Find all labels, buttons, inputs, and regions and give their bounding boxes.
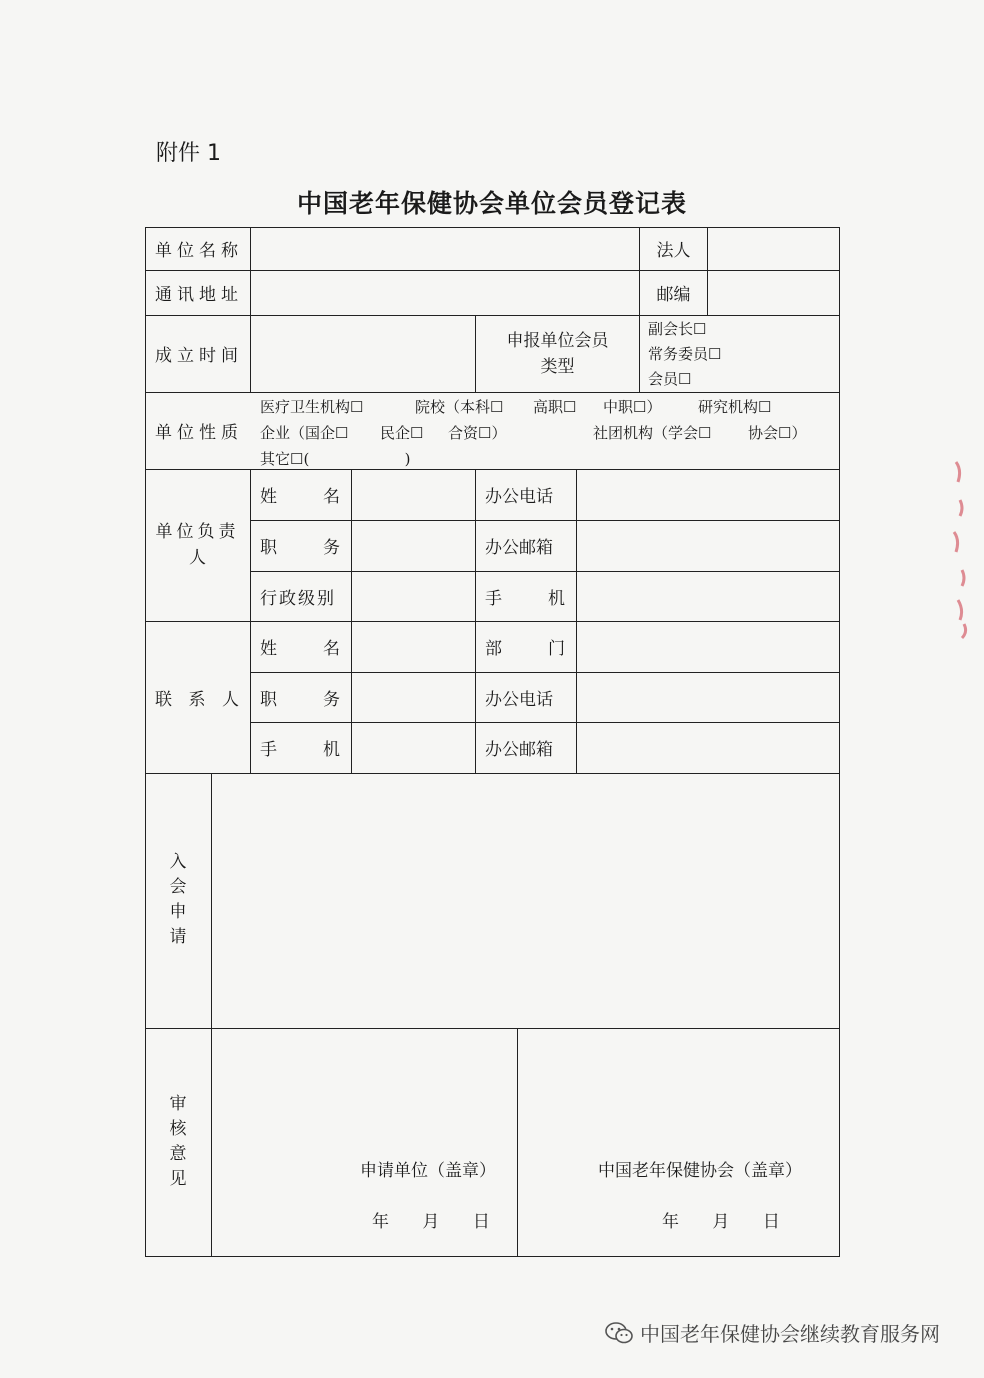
leader-office-phone-label: 办公电话 xyxy=(485,487,553,507)
founded-field[interactable] xyxy=(251,316,474,392)
leader-office-email-label: 办公邮箱 xyxy=(485,538,553,558)
leader-admin-level-label: 行政级别 xyxy=(260,588,336,609)
application-label: 入 会 申 请 xyxy=(169,852,187,947)
option-vocational-mid[interactable]: 中职☐） xyxy=(603,398,662,416)
option-association[interactable]: 协会☐） xyxy=(748,424,807,442)
contact-name-label: 姓 名 xyxy=(260,639,340,659)
option-vocational-high[interactable]: 高职☐ xyxy=(533,398,577,416)
review-label: 审 核 意 见 xyxy=(169,1094,187,1189)
contact-position-label: 职 务 xyxy=(260,689,340,710)
association-seal-label: 中国老年保健协会（盖章） xyxy=(598,1161,802,1181)
unit-nature-label: 单位性质 xyxy=(155,423,243,443)
leader-admin-level-field[interactable] xyxy=(352,572,475,621)
unit-nature-options[interactable] xyxy=(260,394,835,472)
contact-department-label: 部 门 xyxy=(485,639,565,659)
unit-name-field[interactable] xyxy=(251,228,638,270)
association-date: 年 月 日 xyxy=(662,1212,780,1232)
option-joint-venture[interactable]: 合资☐） xyxy=(448,424,507,442)
postcode-field[interactable] xyxy=(708,271,839,315)
contact-mobile-label: 手 机 xyxy=(260,740,340,760)
leader-mobile-label: 手 机 xyxy=(485,588,565,609)
leader-position-label: 职 务 xyxy=(260,538,340,558)
applicant-seal-label: 申请单位（盖章） xyxy=(360,1161,496,1181)
seal-fragment-icon xyxy=(948,460,972,640)
leader-name-field[interactable] xyxy=(352,470,475,520)
leader-mobile-field[interactable] xyxy=(577,572,839,621)
contact-mobile-field[interactable] xyxy=(352,723,475,773)
option-other[interactable]: 其它☐( ) xyxy=(260,450,411,468)
address-label: 通讯地址 xyxy=(155,285,243,305)
leader-label: 单位负责 人 xyxy=(155,522,240,568)
contact-office-email-field[interactable] xyxy=(577,723,839,773)
option-society[interactable]: 社团机构（学会☐ xyxy=(593,424,712,442)
wechat-icon xyxy=(604,1321,634,1345)
member-type-options[interactable] xyxy=(648,317,721,392)
founded-label: 成立时间 xyxy=(155,346,243,366)
option-college[interactable]: 院校（本科☐ xyxy=(415,398,504,416)
legal-person-label: 法人 xyxy=(656,241,691,261)
contact-name-field[interactable] xyxy=(352,622,475,672)
contact-position-field[interactable] xyxy=(352,673,475,722)
contact-office-email-label: 办公邮箱 xyxy=(485,740,553,760)
option-member[interactable]: 会员☐ xyxy=(648,370,692,388)
option-enterprise-state[interactable]: 企业（国企☐ xyxy=(260,424,349,442)
option-private[interactable]: 民企☐ xyxy=(380,424,424,442)
leader-office-phone-field[interactable] xyxy=(577,470,839,520)
postcode-label: 邮编 xyxy=(656,285,691,305)
application-field[interactable] xyxy=(212,774,839,1028)
contact-department-field[interactable] xyxy=(577,622,839,672)
contact-office-phone-field[interactable] xyxy=(577,673,839,722)
option-vice-president[interactable]: 副会长☐ xyxy=(648,320,707,338)
leader-office-email-field[interactable] xyxy=(577,521,839,571)
attachment-label: 附件 1 xyxy=(156,141,221,166)
contact-office-phone-label: 办公电话 xyxy=(485,689,553,710)
applicant-date: 年 月 日 xyxy=(372,1212,490,1232)
leader-position-field[interactable] xyxy=(352,521,475,571)
address-field[interactable] xyxy=(251,271,638,315)
watermark: 中国老年保健协会继续教育服务网 xyxy=(604,1318,940,1347)
legal-person-field[interactable] xyxy=(708,228,839,270)
option-standing-member[interactable]: 常务委员☐ xyxy=(648,345,722,363)
unit-name-label: 单位名称 xyxy=(155,241,243,261)
leader-name-label: 姓 名 xyxy=(260,487,340,507)
member-type-label: 申报单位会员 类型 xyxy=(506,331,609,377)
form-title: 中国老年保健协会单位会员登记表 xyxy=(296,189,687,218)
option-research[interactable]: 研究机构☐ xyxy=(698,398,772,416)
contact-label: 联 系 人 xyxy=(155,689,239,710)
option-medical[interactable]: 医疗卫生机构☐ xyxy=(260,398,364,416)
